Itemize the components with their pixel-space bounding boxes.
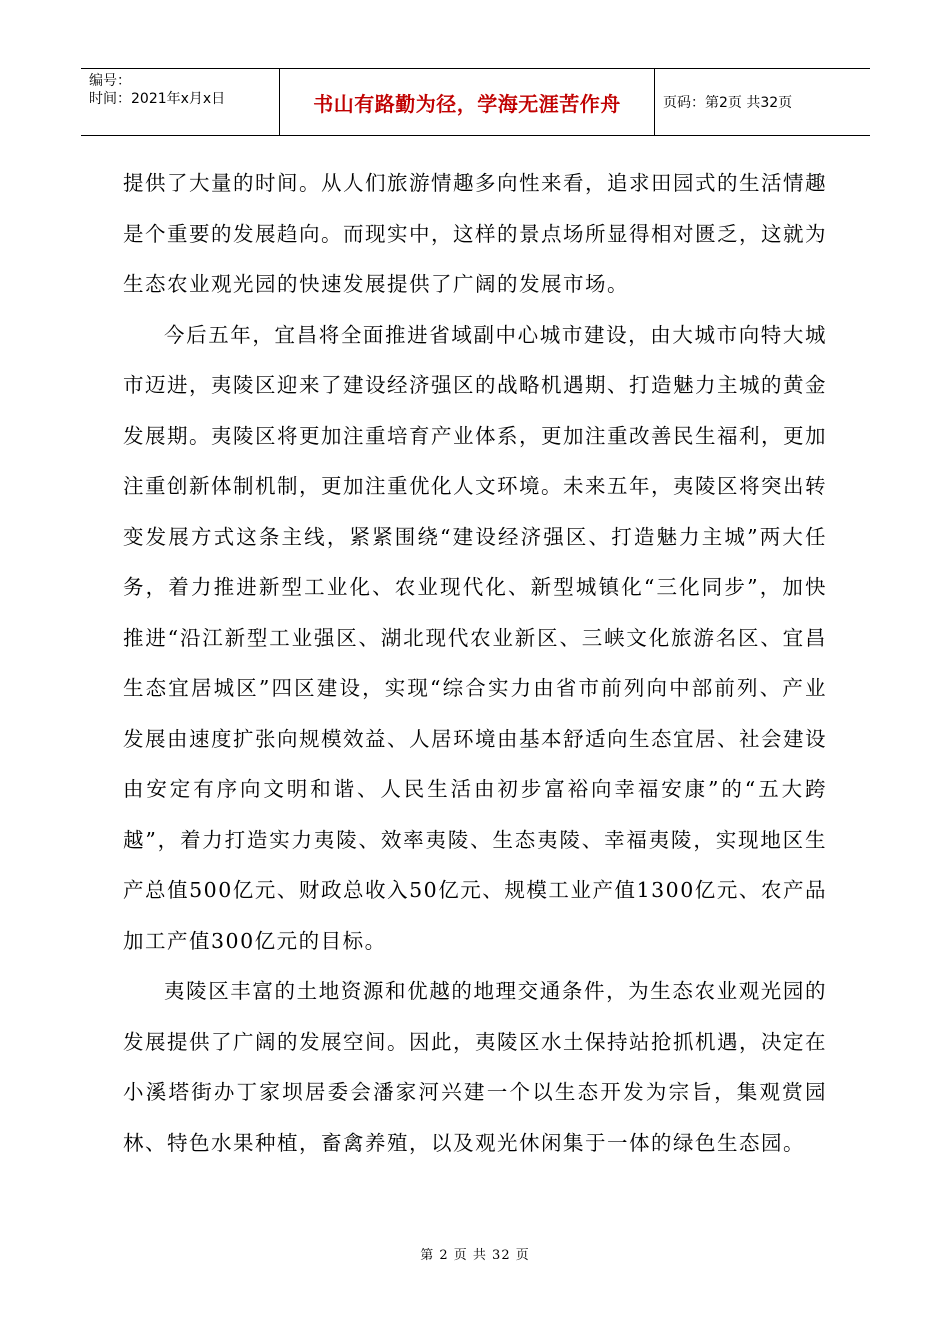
document-header bbox=[81, 68, 870, 136]
document-number-label: 编号： bbox=[89, 73, 131, 89]
header-meta-cell bbox=[81, 69, 280, 135]
paragraph: 今后五年，宜昌将全面推进省域副中心城市建设，由大城市向特大城市迈进，夷陵区迎来了建设经济强区的战略机遇期、打造魅力主城的黄金发展期。夷陵区将更加注重培育产业体系，更加注重改善民生福利，更加注重创新体制机制，更加注重优化人文环境。未来五年，夷陵区将突出转变发展方式这条主线，紧紧围绕“建设经济强区、打造魅力主城”两大任务，着力推进新型工业化、农业现代化、新型城镇化“三化同步”，加快推进“沿江新型工业强区、湖北现代农业新区、三峡文化旅游名区、宜昌生态宜居城区”四区建设，实现“综合实力由省市前列向中部前列、产业发展由速度扩张向规模效益、人居环境由基本舒适向生态宜居、社会建设由安定有序向文明和谐、人民生活由初步富裕向幸福安康”的“五大跨越”，着力打造实力夷陵、效率夷陵、生态夷陵、幸福夷陵，实现地区生产总值500亿元、财政总收入50亿元、规模工业产值1300亿元、农产品加工产值300亿元的目标。 bbox=[123, 322, 827, 953]
paragraph-continued: 提供了大量的时间。从人们旅游情趣多向性来看，追求田园式的生活情趣是个重要的发展趋向。而现实中，这样的景点场所显得相对匮乏，这就为生态农业观光园的快速发展提供了广阔的发展市场。 bbox=[123, 171, 827, 296]
header-motto-cell bbox=[280, 69, 655, 135]
document-body bbox=[123, 158, 827, 1168]
document-date-label: 时间：2021年x月x日 bbox=[89, 91, 226, 107]
page-footer bbox=[0, 1244, 950, 1263]
header-motto: 书山有路勤为径，学海无涯苦作舟 bbox=[313, 91, 621, 116]
header-page-cell bbox=[655, 69, 870, 135]
header-page-info: 页码：第2页 共32页 bbox=[663, 95, 793, 111]
paragraph: 夷陵区丰富的土地资源和优越的地理交通条件，为生态农业观光园的发展提供了广阔的发展空间。因此，夷陵区水土保持站抢抓机遇，决定在小溪塔街办丁家坝居委会潘家河兴建一个以生态开发为宗旨，集观赏园林、特色水果种植，畜禽养殖，以及观光休闲集于一体的绿色生态园。 bbox=[123, 979, 827, 1155]
footer-page-number: 第 2 页 共 32 页 bbox=[420, 1248, 530, 1263]
